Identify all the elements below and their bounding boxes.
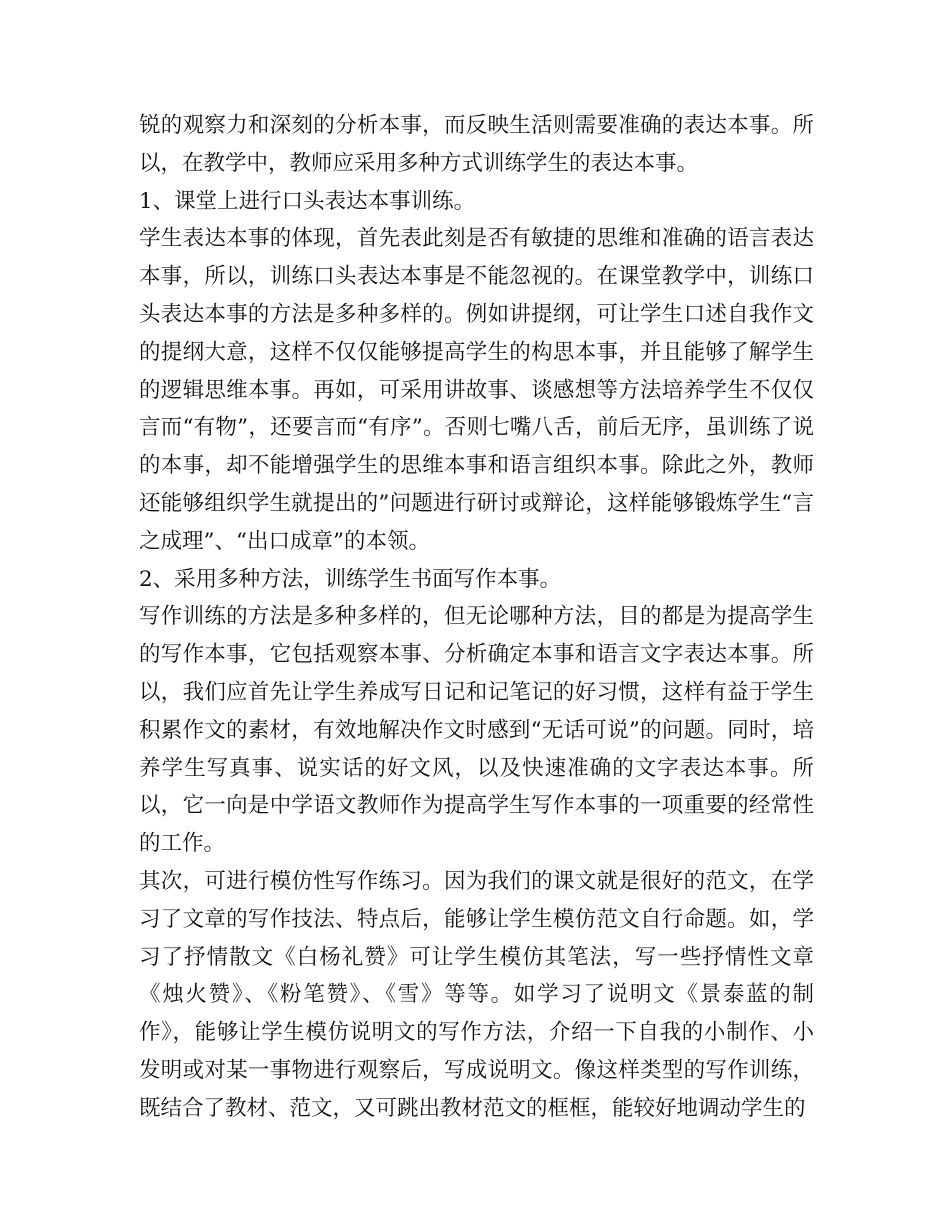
heading-oral-expression: 1、课堂上进行口头表达本事训练。: [139, 188, 476, 214]
paragraph-oral-expression: 学生表达本事的体现，首先表此刻是否有敏捷的思维和准确的语言表达本事，所以，训练口头表达本事是不能忽视的。在课堂教学中，训练口头表达本事的方法是多种多样的。例如讲提纲，可让学生口述自我作文的提纲大意，这样不仅仅能够提高学生的构思本事，并且能够了解学生的逻辑思维本事。再如，可采用讲故事、谈感想等方法培养学生不仅仅言而“有物”，还要言而“有序”。否则七嘴八舌，前后无序，虽训练了说的本事，却不能增强学生的思维本事和语言组织本事。除此之外，教师还能够组织学生就提出的”问题进行研讨或辩论，这样能够锻炼学生“言之成理”、“出口成章”的本领。: [139, 226, 814, 554]
document-page: [139, 107, 814, 1128]
paragraph-written-expression: 写作训练的方法是多种多样的，但无论哪种方法，目的都是为提高学生的写作本事，它包括观察本事、分析确定本事和语言文字表达本事。所以，我们应首先让学生养成写日记和记笔记的好习惯，这样有益于学生积累作文的素材，有效地解决作文时感到“无话可说”的问题。同时，培养学生写真事、说实话的好文风，以及快速准确的文字表达本事。所以，它一向是中学语文教师作为提高学生写作本事的一项重要的经常性的工作。: [139, 604, 814, 857]
paragraph-imitative-writing: 其次，可进行模仿性写作练习。因为我们的课文就是很好的范文，在学习了文章的写作技法、特点后，能够让学生模仿范文自行命题。如，学习了抒情散文《白杨礼赞》可让学生模仿其笔法，写一些抒情性文章《烛火赞》、《粉笔赞》、《雪》等等。如学习了说明文《景泰蓝的制作》，能够让学生模仿说明文的写作方法，介绍一下自我的小制作、小发明或对某一事物进行观察后，写成说明文。像这样类型的写作训练，既结合了教材、范文，又可跳出教材范文的框框，能较好地调动学生的: [139, 868, 814, 1121]
paragraph-continuation: 锐的观察力和深刻的分析本事，而反映生活则需要准确的表达本事。所以，在教学中，教师应采用多种方式训练学生的表达本事。: [139, 113, 814, 176]
heading-written-expression: 2、采用多种方法，训练学生书面写作本事。: [139, 566, 562, 592]
